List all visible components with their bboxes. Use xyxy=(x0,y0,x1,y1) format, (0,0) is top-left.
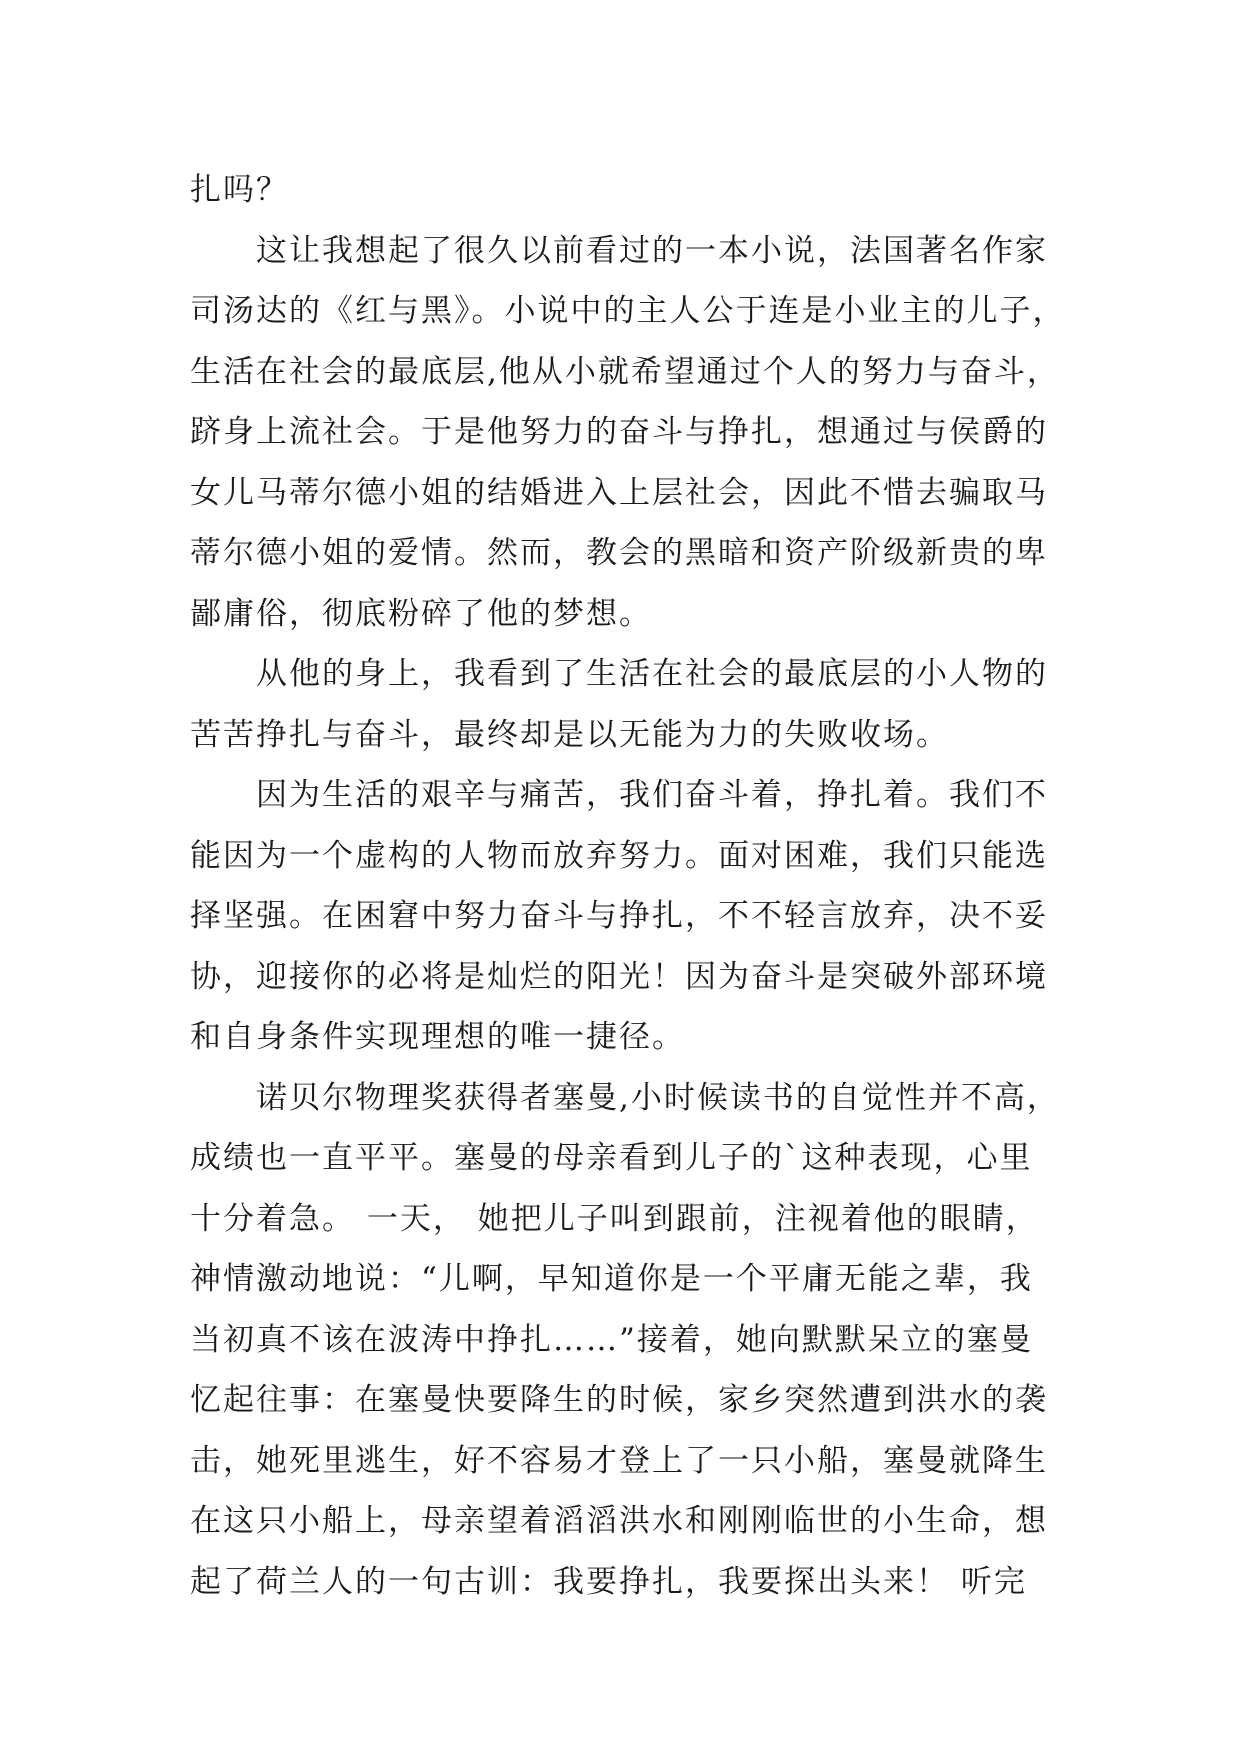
text-line: 从他的身上，我看到了生活在社会的最底层的小人物的 xyxy=(190,656,1048,692)
body-text xyxy=(190,160,1070,1612)
text-line: 在这只小船上，母亲望着滔滔洪水和刚刚临世的小生命，想 xyxy=(190,1503,1048,1539)
text-line: 苦苦挣扎与奋斗，最终却是以无能为力的失败收场。 xyxy=(190,716,949,753)
text-line: 鄙庸俗，彻底粉碎了他的梦想。 xyxy=(190,595,652,632)
text-line: 和自身条件实现理想的唯一捷径。 xyxy=(190,1019,685,1055)
text-line: 神情激动地说：“儿啊，早知道你是一个平庸无能之辈，我 xyxy=(190,1261,1033,1297)
text-line: 十分着急。 一天， 她把儿子叫到跟前，注视着他的眼睛， xyxy=(190,1200,1039,1237)
text-line: 当初真不该在波涛中挣扎……”接着，她向默默呆立的塞曼 xyxy=(190,1321,1033,1358)
text-line: 蒂尔德小姐的爱情。然而，教会的黑暗和资产阶级新贵的卑 xyxy=(190,535,1048,571)
text-line: 起了荷兰人的一句古训：我要挣扎，我要探出头来！ 听完 xyxy=(190,1563,1027,1600)
text-line: 成绩也一直平平。塞曼的母亲看到儿子的`这种表现，心里 xyxy=(190,1140,1033,1176)
text-line: 司汤达的《红与黑》。小说中的主人公于连是小业主的儿子， xyxy=(190,293,1066,329)
text-line: 跻身上流社会。于是他努力的奋斗与挣扎，想通过与侯爵的 xyxy=(190,414,1048,450)
text-line: 生活在社会的最底层,他从小就希望通过个人的努力与奋斗， xyxy=(190,353,1060,390)
text-line: 因为生活的艰辛与痛苦，我们奋斗着，挣扎着。我们不 xyxy=(190,777,1048,813)
text-line: 击，她死里逃生，好不容易才登上了一只小船，塞曼就降生 xyxy=(190,1442,1048,1479)
text-line: 扎吗？ xyxy=(190,172,289,208)
text-line: 女儿马蒂尔德小姐的结婚进入上层社会，因此不惜去骗取马 xyxy=(190,474,1048,511)
text-line: 诺贝尔物理奖获得者塞曼,小时候读书的自觉性并不高， xyxy=(190,1079,1060,1116)
text-line: 择坚强。在困窘中努力奋斗与挣扎，不不轻言放弃，决不妥 xyxy=(190,898,1048,934)
text-line: 协，迎接你的必将是灿烂的阳光！因为奋斗是突破外部环境 xyxy=(190,958,1048,995)
text-line: 忆起往事：在塞曼快要降生的时候，家乡突然遭到洪水的袭 xyxy=(190,1382,1048,1418)
text-line: 能因为一个虚构的人物而放弃努力。面对困难，我们只能选 xyxy=(190,837,1048,874)
text-line: 这让我想起了很久以前看过的一本小说，法国著名作家 xyxy=(190,232,1048,269)
